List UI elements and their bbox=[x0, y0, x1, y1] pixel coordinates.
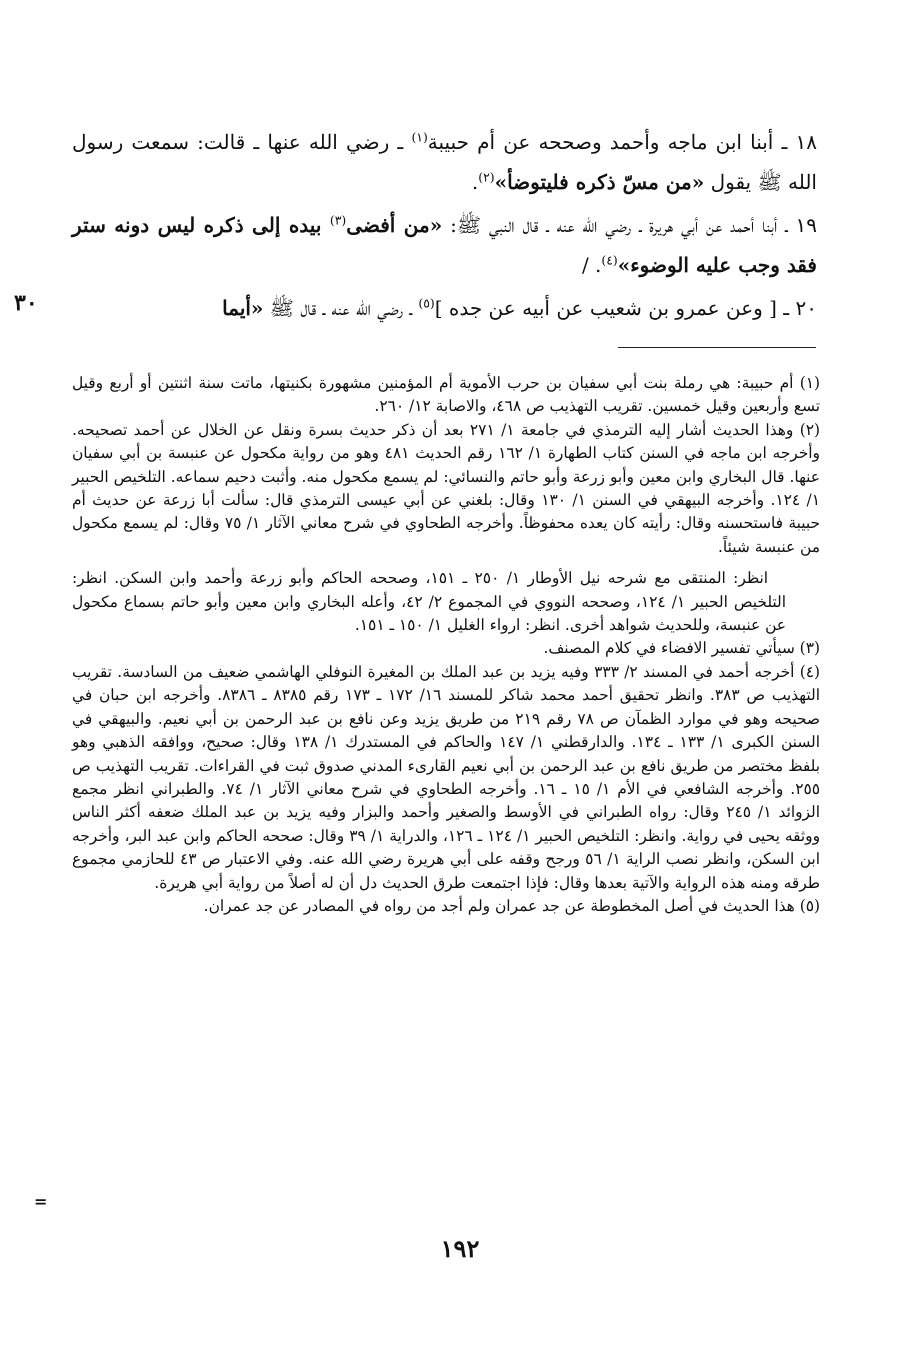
hadith-18-end: . bbox=[471, 170, 479, 194]
page-number: ١٩٢ bbox=[440, 1234, 480, 1263]
hadith-19-quote-end: بيده إلى ذكره ليس دونه ستر فقد وجب عليه الوضوء» bbox=[72, 213, 817, 277]
hadith-19-ref-1: (٣) bbox=[329, 212, 347, 228]
hadith-19-end: . / bbox=[581, 253, 602, 277]
continuation-mark: = bbox=[34, 1192, 48, 1211]
footnotes bbox=[72, 372, 820, 918]
footnote-3: (٣) سيأتي تفسير الافضاء في كلام المصنف. bbox=[543, 639, 820, 658]
hadith-18 bbox=[72, 122, 817, 202]
footnote-5: (٥) هذا الحديث في أصل المخطوطة عن جد عمران ولم أجد من رواه في المصادر عن جد عمران. bbox=[203, 896, 820, 915]
hadith-20 bbox=[72, 288, 817, 328]
hadith-18-ref-2: (٢) bbox=[478, 169, 495, 185]
hadith-19 bbox=[72, 205, 817, 285]
hadith-20-text bbox=[72, 288, 817, 328]
hadith-18-text bbox=[72, 122, 817, 202]
footnote-1: (١) أم حبيبة: هي رملة بنت أبي سفيان بن حرب الأموية أم المؤمنين مشهورة بكنيتها، ماتت سنة اثنتين أو أربع وقيل تسع وأربعين وقيل خمسين. تقريب التهذيب ص ٤٦٨، والاصابة ١٢/ ٢٦٠. bbox=[72, 374, 820, 416]
hadith-19-quote-start: «من أفضى bbox=[346, 213, 443, 237]
footnote-4: (٤) أخرجه أحمد في المسند ٢/ ٣٣٣ وفيه يزيد بن عبد الملك بن المغيرة النوفلي الهاشمي ضعيف من السادسة. تقريب التهذيب ص ٣٨٣. وانظر تحقيق أحمد محمد شاكر للمسند ١٦/ ١٧٢ ـ ١٧٣ رقم ٨٣٨٥ ـ ٨٣٨٦. وأخرجه ابن حبان في صحيحه وهو في موارد الظمآن ص ٧٨ رقم ٢١٩ من طريق يزيد وعن نافع بن عبد الرحمن بن أبي نعيم. والبيهقي في السنن الكبرى ١/ ١٣٣ ـ ١٣٤. والدارقطني ١/ ١٤٧ والحاكم في المستدرك ١/ ١٣٨ وقال: صحيح، ووافقه الذهبي وهو بلفظ مختصر من طريق نافع بن عبد الرحمن بن أبي نعيم القارىء المدني صدوق ثبت في القراءات. تقريب التهذيب ص ٢٥٥. وأخرجه الشافعي في الأم ١/ ١٥ ـ ١٦. وأخرجه الطحاوي في شرح معاني الآثار ١/ ٧٤. والطبراني انظر مجمع الزوائد ١/ ٢٤٥ وقال: رواه الطبراني في الأوسط والصغير وأحمد والبزار وفيه يزيد بن عبد الملك ضعفه أكثر الناس ووثقه يحيى في رواية. وانظر: التلخيص الحبير ١/ ١٢٤ ـ ١٢٦، والدراية ١/ ٣٩ وقال: صححه الحاكم وابن عبد البر، وأخرجه ابن السكن، وانظر نصب الراية ١/ ٥٦ ورجح وقفه على أبي هريرة رضي الله عنه. وفي الاعتبار ص ٤٣ للحازمي مجموع طرقه ومنه هذه الرواية والآتية بعدها وقال: فإذا اجتمعت طرق الحديث دل أن له أصلاً من رواية أبي هريرة. bbox=[72, 662, 821, 892]
hadith-18-ref-1: (١) bbox=[411, 129, 428, 145]
hadith-19-ref-2: (٤) bbox=[601, 252, 618, 268]
hadith-18-quote: «من مسّ ذكره فليتوضأ» bbox=[494, 170, 705, 194]
hadith-18-intro: ١٨ ـ أبنا ابن ماجه وأحمد وصححه عن أم حبيبة bbox=[427, 130, 817, 154]
footnote-2: (٢) وهذا الحديث أشار إليه الترمذي في جامعة ١/ ٢٧١ بعد أن ذكر حديث بسرة ونقل عن الخلال عن أحمد تصحيحه. وأخرجه ابن ماجه في السنن كتاب الطهارة ١/ ١٦٢ رقم الحديث ٤٨١ وهو من رواية مكحول عن عنبسة بن أبي سفيان عنها. قال البخاري وابن معين وأبو زرعة وأبو حاتم والنسائي: لم يسمع مكحول منه. وأثبت دحيم سماعه. التلخيص الحبير ١/ ١٢٤. وأخرجه البيهقي في السنن ١/ ١٣٠ وقال: بلغني عن أبي عيسى الترمذي قال: سألت أبا زرعة عن حديث أم حبيبة فاستحسنه وقال: رأيته كان يعده محفوظاً. وأخرجه الطحاوي في شرح معاني الآثار ١/ ٧٥ وقال: لم يسمع مكحول من عنبسة شيئاً. bbox=[72, 420, 821, 556]
hadith-19-text bbox=[72, 205, 817, 285]
footnote-2-continuation: انظر: المنتقى مع شرحه نيل الأوطار ١/ ٢٥٠ ـ ١٥١، وصححه الحاكم وأبو زرعة وأحمد وابن السكن. انظر: التلخيص الحبير ١/ ١٢٤، وصححه النووي في المجموع ٢/ ٤٢، وأعله البخاري وابن معين وأبو حاتم بسماع مكحول عن عنبسة، وللحديث شواهد أخرى. انظر: ارواء الغليل ١/ ١٥٠ ـ ١٥١. bbox=[72, 569, 787, 635]
marginal-folio-number: ٣٠ bbox=[14, 290, 38, 316]
hadith-19-intro: ١٩ ـ أبنا أحمد عن أبي هريرة ـ رضي الله عنه ـ قال النبي ﷺ: bbox=[442, 213, 817, 237]
hadith-20-narration: ـ رضي الله عنه ـ قال ﷺ bbox=[263, 296, 419, 320]
hadith-20-ref-1: (٥) bbox=[418, 295, 435, 311]
hadith-18-narration: ـ رضي الله عنها ـ قالت: سمعت رسول الله ﷺ يقول bbox=[72, 130, 817, 194]
footnote-separator bbox=[618, 347, 816, 348]
hadith-20-intro: ٢٠ ـ [ وعن عمرو بن شعيب عن أبيه عن جده ] bbox=[434, 296, 817, 320]
hadith-20-quote: «أيما bbox=[222, 296, 264, 320]
